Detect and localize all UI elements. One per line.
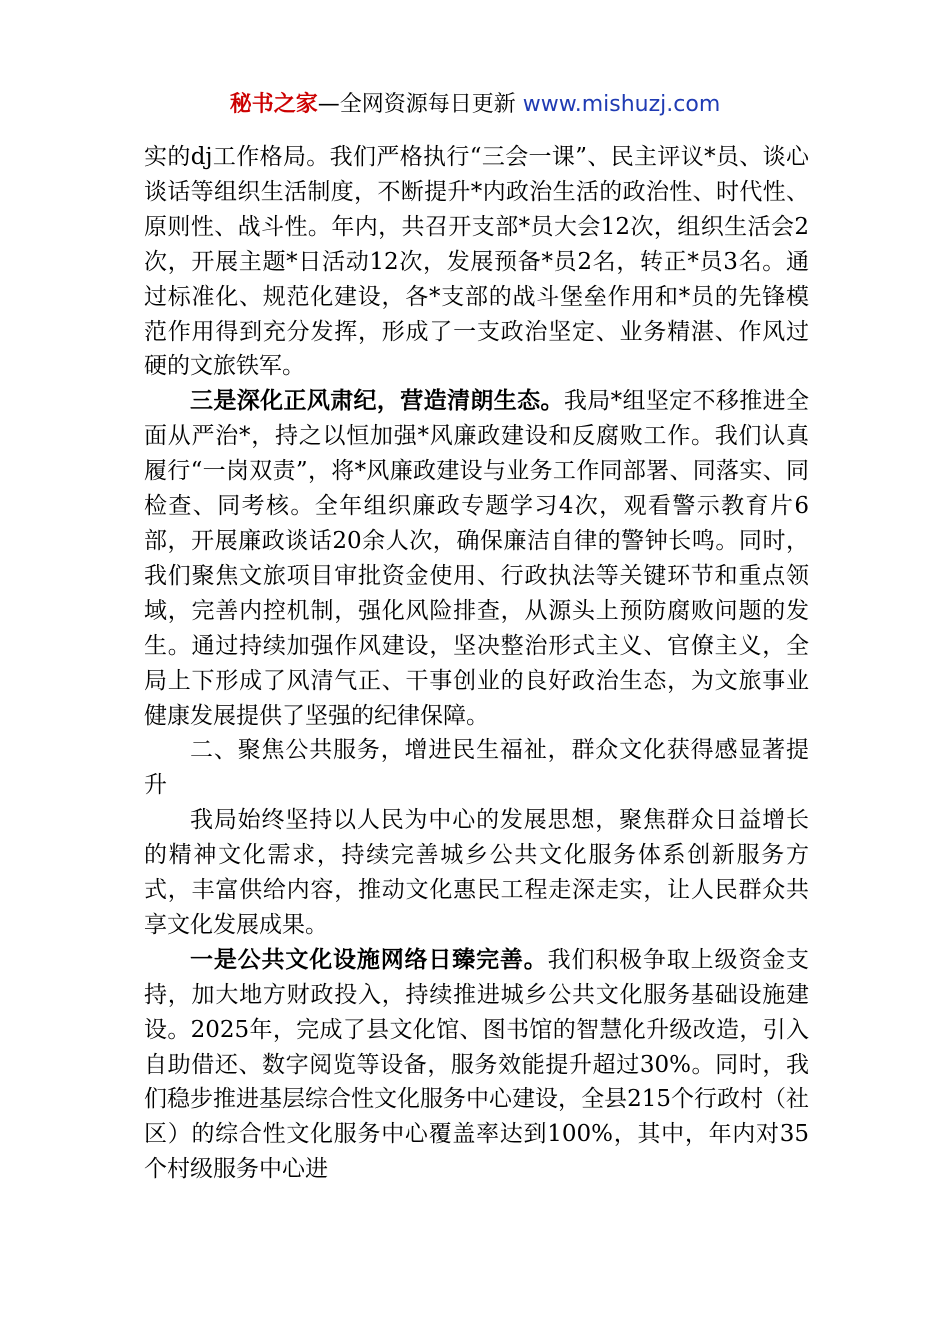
paragraph-text: 我们积极争取上级资金支持，加大地方财政投入，持续推进城乡公共文化服务基础设施建设。2025年，完成了县文化馆、图书馆的智慧化升级改造，引入自助借还、数字阅览等设备，服务效能提升超过30%。同时，我们稳步推进基层综合性文化服务中心建设，全县215个行政村（社区）的综合性文化服务中心覆盖率达到100%，其中，年内对35个村级服务中心进: [144, 946, 810, 1183]
site-name: 秘书之家: [229, 92, 318, 117]
paragraph-text: 我局始终坚持以人民为中心的发展思想，聚焦群众日益增长的精神文化需求，持续完善城乡公共文化服务体系创新服务方式，丰富供给内容，推动文化惠民工程走深走实，让人民群众共享文化发展成果。: [144, 807, 809, 938]
paragraph-heading: 一是公共文化设施网络日臻完善。: [190, 945, 548, 973]
header-tagline: —全网资源每日更新: [317, 92, 523, 117]
paragraph-continuation: [144, 140, 809, 384]
site-url-link[interactable]: www.mishuzj.com: [522, 92, 721, 117]
heading-text: 二、聚焦公共服务，增进民生福祉，群众文化获得感显著提升: [144, 737, 809, 799]
section-heading-2: [144, 733, 809, 803]
paragraph-section-3: [144, 384, 809, 733]
paragraph-intro: [144, 803, 809, 943]
paragraph-text: 实的dj工作格局。我们严格执行“三会一课”、民主评议*员、谈心谈话等组织生活制度，不断提升*内政治生活的政治性、时代性、原则性、战斗性。年内，共召开支部*员大会12次，组织生活会2次，开展主题*日活动12次，发展预备*员2名，转正*员3名。通过标准化、规范化建设，各*支部的战斗堡垒作用和*员的先锋模范作用得到充分发挥，形成了一支政治坚定、业务精湛、作风过硬的文旅铁军。: [144, 144, 809, 380]
paragraph-text: 我局*组坚定不移推进全面从严治*，持之以恒加强*风廉政建设和反腐败工作。我们认真履行“一岗双责”，将*风廉政建设与业务工作同部署、同落实、同检查、同考核。全年组织廉政专题学习4次，观看警示教育片6部，开展廉政谈话20余人次，确保廉洁自律的警钟长鸣。同时，我们聚焦文旅项目审批资金使用、行政执法等关键环节和重点领域，完善内控机制，强化风险排查，从源头上预防腐败问题的发生。通过持续加强作风建设，坚决整治形式主义、官僚主义，全局上下形成了风清气正、干事创业的良好政治生态，为文旅事业健康发展提供了坚强的纪律保障。: [144, 388, 810, 729]
paragraph-heading: 三是深化正风肃纪，营造清朗生态。: [190, 387, 564, 415]
page-header: [0, 88, 950, 122]
paragraph-section-1: [144, 943, 809, 1187]
document-body: [144, 140, 809, 1187]
